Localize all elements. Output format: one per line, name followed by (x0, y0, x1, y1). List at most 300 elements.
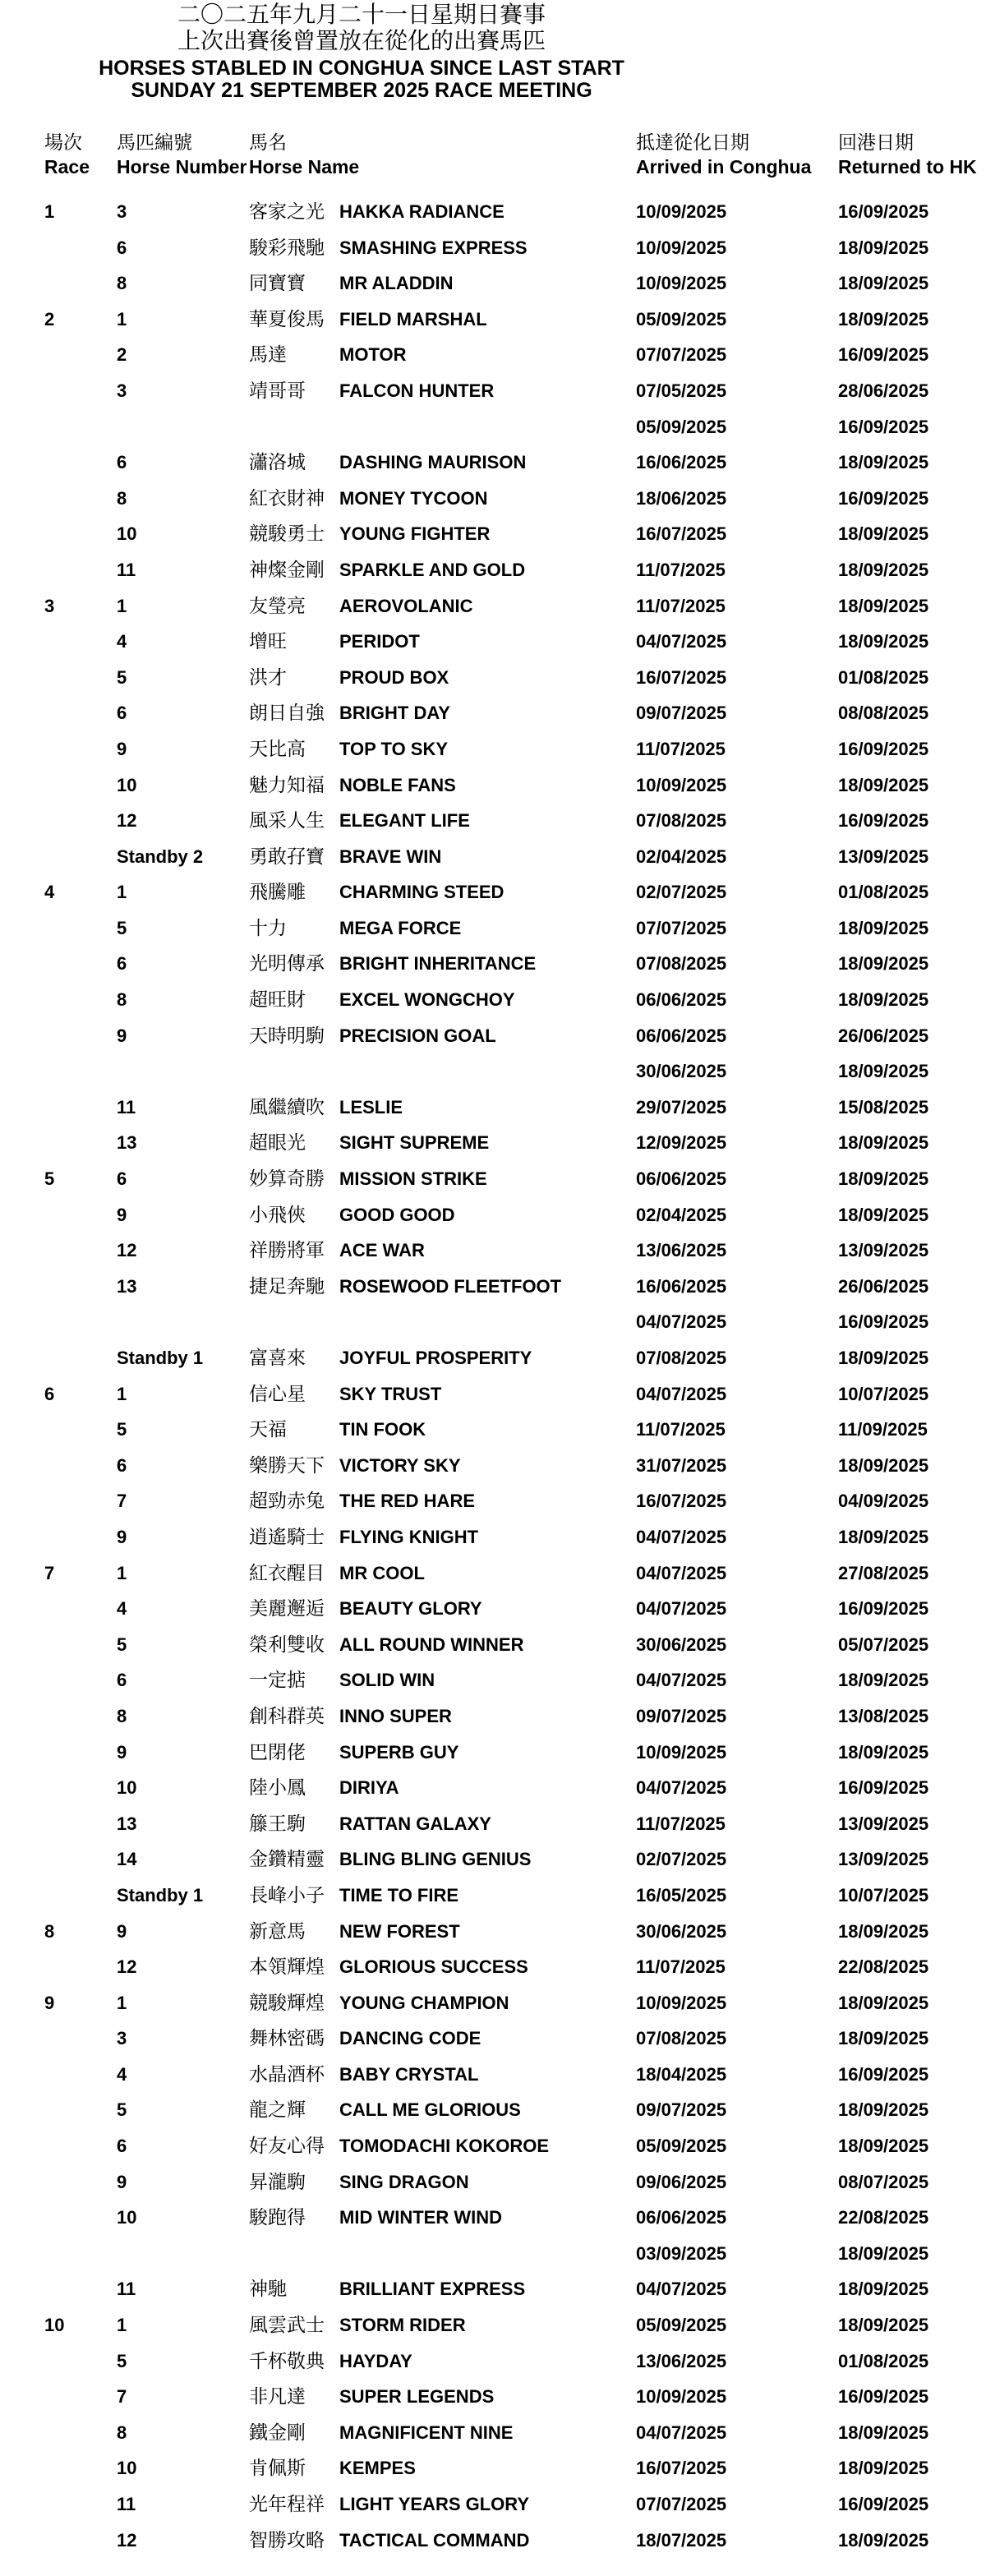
horse-number-cell: 10 (117, 774, 137, 795)
horse-number-cell: 5 (117, 666, 127, 688)
horse-name-zh-cell: 增旺 (249, 631, 287, 653)
returned-date-cell: 16/09/2025 (838, 201, 929, 222)
horse-name-zh-cell: 風雲武士 (249, 2315, 325, 2337)
arrived-date-cell: 11/07/2025 (636, 1813, 726, 1834)
table-row (0, 1634, 986, 1670)
returned-date-cell: 16/09/2025 (838, 810, 929, 832)
arrived-date-cell: 10/09/2025 (636, 237, 727, 258)
horse-number-cell: 7 (117, 1491, 127, 1512)
table-row (0, 1669, 986, 1705)
horse-name-zh-cell: 超眼光 (249, 1132, 306, 1154)
horse-number-cell: 12 (117, 2529, 137, 2551)
horse-name-zh-cell: 瀟洛城 (249, 452, 306, 474)
returned-date-cell: 18/09/2025 (838, 2458, 929, 2479)
arrived-date-cell: 04/07/2025 (636, 1562, 727, 1583)
horse-name-zh-cell: 榮利雙收 (249, 1634, 325, 1656)
table-row (0, 487, 986, 523)
horse-name-en-cell: PROUD BOX (339, 666, 449, 688)
returned-date-cell: 18/09/2025 (838, 1204, 929, 1225)
returned-date-cell: 18/09/2025 (838, 595, 929, 616)
table-row (0, 595, 986, 631)
returned-date-cell: 18/09/2025 (838, 1132, 929, 1154)
table-row (0, 1884, 986, 1920)
arrived-date-cell: 02/07/2025 (636, 1849, 727, 1870)
table-row (0, 1741, 986, 1777)
horse-number-cell: 1 (117, 1992, 127, 2013)
table-row (0, 1490, 986, 1526)
horse-name-zh-cell: 信心星 (249, 1383, 306, 1405)
horse-name-zh-cell: 昇瀧駒 (249, 2171, 306, 2193)
arrived-date-cell: 10/09/2025 (636, 1992, 727, 2013)
arrived-date-cell: 18/06/2025 (636, 487, 727, 509)
returned-date-cell: 18/09/2025 (838, 1920, 929, 1942)
arrived-date-cell: 04/07/2025 (636, 631, 727, 652)
horse-name-en-cell: BRILLIANT EXPRESS (339, 2279, 526, 2300)
table-row (0, 523, 986, 559)
returned-date-cell: 18/09/2025 (838, 1670, 929, 1691)
returned-date-cell: 22/08/2025 (838, 1956, 929, 1978)
horse-name-zh-cell: 千杯敬典 (249, 2350, 325, 2372)
race-cell: 3 (44, 595, 55, 616)
returned-date-cell: 04/09/2025 (838, 1491, 929, 1512)
horse-name-zh-cell: 巴閉佬 (249, 1741, 306, 1763)
table-row (0, 846, 986, 882)
horse-name-zh-cell: 美麗邂逅 (249, 1598, 325, 1620)
horse-number-cell: 11 (117, 2494, 136, 2514)
returned-date-cell: 16/09/2025 (838, 487, 929, 509)
table-row (0, 1813, 986, 1849)
horse-name-en-cell: EXCEL WONGCHOY (339, 989, 515, 1011)
horse-number-cell: 4 (117, 2063, 127, 2085)
page-title (0, 0, 723, 102)
table-row (0, 2063, 986, 2099)
arrived-date-cell: 29/07/2025 (636, 1096, 727, 1117)
table-row (0, 2457, 986, 2493)
arrived-date-cell: 06/06/2025 (636, 1025, 727, 1046)
table-row (0, 1418, 986, 1454)
horse-name-en-cell: ELEGANT LIFE (339, 810, 470, 832)
returned-date-cell: 26/06/2025 (838, 1275, 929, 1297)
horse-name-zh-cell: 金鑽精靈 (249, 1849, 325, 1871)
horse-number-cell: 6 (117, 1454, 127, 1476)
returned-date-cell: 18/09/2025 (838, 308, 929, 329)
horse-name-zh-cell: 妙算奇勝 (249, 1168, 325, 1191)
horse-number-cell: 9 (117, 1526, 127, 1547)
horse-name-en-cell: FLYING KNIGHT (339, 1526, 479, 1547)
horse-name-zh-cell: 勇敢孖寶 (249, 846, 325, 868)
horse-name-en-cell: THE RED HARE (339, 1491, 476, 1512)
table-row (0, 1454, 986, 1491)
arrived-date-cell: 05/09/2025 (636, 308, 727, 329)
table-row (0, 2099, 986, 2135)
horse-number-cell: 14 (117, 1849, 137, 1870)
arrived-date-cell: 06/06/2025 (636, 1168, 727, 1190)
arrived-date-cell: 04/07/2025 (636, 1598, 727, 1620)
horse-name-en-cell: HAKKA RADIANCE (339, 201, 505, 222)
arrived-date-cell: 30/06/2025 (636, 1920, 727, 1942)
arrived-date-cell: 07/08/2025 (636, 810, 727, 832)
arrived-date-cell: 11/07/2025 (636, 595, 726, 616)
horse-name-zh-cell: 陸小鳳 (249, 1777, 306, 1800)
table-row (0, 881, 986, 917)
returned-date-cell: 18/09/2025 (838, 237, 929, 258)
horse-name-en-cell: HAYDAY (339, 2350, 412, 2371)
horse-number-cell: 1 (117, 595, 127, 616)
returned-date-cell: 16/09/2025 (838, 738, 929, 759)
race-cell: 1 (44, 201, 55, 222)
horse-number-cell: 10 (117, 2207, 137, 2228)
horse-name-en-cell: SKY TRUST (339, 1383, 442, 1404)
horse-name-zh-cell: 好友心得 (249, 2136, 325, 2158)
horse-name-zh-cell: 捷足奔馳 (249, 1275, 325, 1297)
horse-name-en-cell: MID WINTER WIND (339, 2207, 502, 2228)
horse-name-zh-cell: 競駿輝煌 (249, 1992, 325, 2014)
table-row (0, 1131, 986, 1168)
horse-number-cell: 13 (117, 1813, 137, 1834)
horse-name-zh-cell: 水晶酒杯 (249, 2063, 325, 2085)
race-cell: 10 (44, 2315, 65, 2336)
horse-name-zh-cell: 紅衣醒目 (249, 1562, 325, 1584)
horse-number-cell: 6 (117, 2136, 127, 2157)
horse-number-cell: 6 (117, 703, 127, 724)
arrived-date-cell: 11/07/2025 (636, 1419, 726, 1440)
table-row (0, 1168, 986, 1204)
horse-number-cell: 3 (117, 201, 127, 222)
returned-date-cell: 18/09/2025 (838, 2315, 929, 2336)
arrived-date-cell: 10/09/2025 (636, 774, 727, 795)
returned-date-cell: 18/09/2025 (838, 2242, 929, 2264)
returned-date-cell: 28/06/2025 (838, 380, 929, 401)
arrived-date-cell: 31/07/2025 (636, 1454, 727, 1476)
returned-date-cell: 18/09/2025 (838, 2028, 929, 2049)
returned-date-cell: 18/09/2025 (838, 523, 929, 545)
table-row (0, 1705, 986, 1741)
horse-number-cell: 5 (117, 2099, 127, 2121)
horse-name-zh-cell: 飛騰雕 (249, 882, 306, 904)
horse-number-cell: 1 (117, 882, 127, 903)
table-row (0, 559, 986, 595)
arrived-date-cell: 16/06/2025 (636, 1275, 727, 1297)
returned-date-cell: 01/08/2025 (838, 666, 929, 688)
arrived-date-cell: 09/06/2025 (636, 2171, 727, 2192)
table-row (0, 416, 986, 452)
horse-number-cell: 3 (117, 380, 127, 401)
horse-number-cell: 10 (117, 1777, 137, 1799)
arrived-date-cell: 07/08/2025 (636, 2028, 727, 2049)
horse-name-zh-cell: 光年程祥 (249, 2494, 325, 2515)
horse-name-zh-cell: 一定掂 (249, 1670, 306, 1692)
returned-date-cell: 08/07/2025 (838, 2171, 929, 2192)
returned-date-cell: 16/09/2025 (838, 2386, 929, 2408)
horse-number-cell: 6 (117, 237, 127, 258)
returned-date-cell: 16/09/2025 (838, 2063, 929, 2085)
horse-name-zh-cell: 神馳 (249, 2279, 287, 2301)
horse-name-en-cell: GOOD GOOD (339, 1204, 455, 1225)
horse-number-cell: 6 (117, 953, 127, 975)
horse-name-zh-cell: 駿彩飛馳 (249, 237, 325, 259)
returned-date-cell: 08/08/2025 (838, 703, 929, 724)
horse-number-cell: 13 (117, 1132, 137, 1154)
horse-name-en-cell: RATTAN GALAXY (339, 1813, 491, 1834)
arrived-date-cell: 04/07/2025 (636, 1311, 727, 1333)
horse-name-zh-cell: 本領輝煌 (249, 1956, 325, 1979)
returned-date-cell: 05/07/2025 (838, 1634, 929, 1655)
returned-date-cell: 18/09/2025 (838, 1992, 929, 2013)
horse-number-cell: 1 (117, 1383, 127, 1404)
horse-name-en-cell: BRIGHT INHERITANCE (339, 953, 537, 975)
returned-date-cell: 13/09/2025 (838, 846, 929, 867)
returned-date-cell: 18/09/2025 (838, 917, 929, 938)
horse-name-zh-cell: 十力 (249, 917, 287, 939)
horse-name-zh-cell: 同寶寶 (249, 273, 306, 295)
horse-name-zh-cell: 超勁赤兔 (249, 1491, 325, 1513)
arrived-date-cell: 04/07/2025 (636, 2279, 727, 2300)
horse-name-zh-cell: 光明傳承 (249, 953, 325, 975)
table-row (0, 2027, 986, 2063)
horse-name-zh-cell: 風繼續吹 (249, 1096, 325, 1118)
horse-name-en-cell: TIN FOOK (339, 1419, 426, 1440)
arrived-date-cell: 02/07/2025 (636, 882, 727, 903)
table-row (0, 774, 986, 810)
table-row (0, 1562, 986, 1598)
table-row (0, 200, 986, 237)
table-row (0, 1920, 986, 1956)
returned-date-cell: 18/09/2025 (838, 559, 929, 580)
horse-name-en-cell: BABY CRYSTAL (339, 2063, 479, 2085)
arrived-date-cell: 10/09/2025 (636, 201, 727, 222)
arrived-date-cell: 05/09/2025 (636, 2315, 727, 2336)
race-cell: 5 (44, 1168, 55, 1190)
horse-number-cell: 11 (117, 2279, 136, 2300)
returned-date-cell: 10/07/2025 (838, 1884, 929, 1906)
table-row (0, 2206, 986, 2242)
returned-date-cell: 18/09/2025 (838, 1454, 929, 1476)
horse-number-cell: 9 (117, 1204, 127, 1225)
table-row (0, 1383, 986, 1419)
returned-date-cell: 18/09/2025 (838, 2136, 929, 2157)
arrived-date-cell: 05/09/2025 (636, 2136, 727, 2157)
arrived-date-cell: 30/06/2025 (636, 1061, 727, 1082)
title-en-line2: SUNDAY 21 SEPTEMBER 2025 RACE MEETING (131, 79, 592, 102)
returned-date-cell: 16/09/2025 (838, 1311, 929, 1333)
returned-date-cell: 18/09/2025 (838, 2529, 929, 2551)
table-row (0, 666, 986, 703)
horse-name-en-cell: DANCING CODE (339, 2028, 481, 2049)
horse-name-en-cell: FALCON HUNTER (339, 380, 495, 401)
horse-name-en-cell: SING DRAGON (339, 2171, 469, 2192)
arrived-date-cell: 16/06/2025 (636, 452, 727, 473)
horse-name-zh-cell: 肯佩斯 (249, 2458, 306, 2480)
horse-name-zh-cell: 長峰小子 (249, 1884, 325, 1906)
returned-date-cell: 18/09/2025 (838, 1168, 929, 1190)
returned-date-cell: 18/09/2025 (838, 2422, 929, 2443)
horse-number-cell: 10 (117, 2458, 137, 2479)
returned-date-cell: 13/09/2025 (838, 1849, 929, 1870)
returned-date-cell: 16/09/2025 (838, 416, 929, 437)
horse-number-cell: 12 (117, 810, 137, 832)
table-row (0, 1311, 986, 1347)
horse-name-en-cell: YOUNG CHAMPION (339, 1992, 509, 2013)
horse-name-zh-cell: 天福 (249, 1419, 287, 1441)
horse-number-cell: 3 (117, 2028, 127, 2049)
table-row (0, 1096, 986, 1132)
horse-name-en-cell: TIME TO FIRE (339, 1884, 459, 1906)
horse-number-cell: 8 (117, 487, 127, 509)
returned-date-cell: 11/09/2025 (838, 1419, 928, 1440)
table-row (0, 1848, 986, 1884)
horse-name-zh-cell: 新意馬 (249, 1920, 306, 1942)
horse-number-cell: 5 (117, 1419, 127, 1440)
race-cell: 6 (44, 1383, 55, 1404)
table-row (0, 1992, 986, 2028)
horse-name-zh-cell: 非凡達 (249, 2386, 306, 2408)
horse-name-en-cell: ACE WAR (339, 1240, 425, 1261)
horse-name-en-cell: LIGHT YEARS GLORY (339, 2494, 530, 2514)
table-row (0, 809, 986, 846)
table-row (0, 952, 986, 988)
horse-name-zh-cell: 超旺財 (249, 989, 306, 1012)
table-row (0, 1597, 986, 1634)
returned-date-cell: 18/09/2025 (838, 989, 929, 1011)
returned-date-cell: 18/09/2025 (838, 273, 929, 294)
horse-number-cell: 9 (117, 1920, 127, 1942)
arrived-date-cell: 16/05/2025 (636, 1884, 727, 1906)
horse-number-cell: 11 (117, 1096, 136, 1117)
title-zh-line1: 二〇二五年九月二十一日星期日賽事 (177, 1, 546, 28)
arrived-date-cell: 04/07/2025 (636, 1383, 727, 1404)
returned-date-cell: 16/09/2025 (838, 344, 929, 366)
arrived-date-cell: 13/06/2025 (636, 1240, 727, 1261)
table-row (0, 2422, 986, 2458)
arrived-date-cell: 06/06/2025 (636, 989, 727, 1011)
horse-name-en-cell: VICTORY SKY (339, 1454, 461, 1476)
horse-number-cell: 8 (117, 1705, 127, 1726)
horse-name-en-cell: YOUNG FIGHTER (339, 523, 491, 545)
arrived-date-cell: 04/07/2025 (636, 1777, 727, 1799)
arrived-date-cell: 16/07/2025 (636, 523, 727, 545)
arrived-date-cell: 09/07/2025 (636, 1705, 727, 1726)
horse-number-cell: 6 (117, 452, 127, 473)
arrived-date-cell: 10/09/2025 (636, 2386, 727, 2408)
arrived-date-cell: 16/07/2025 (636, 1491, 727, 1512)
horse-number-cell: 12 (117, 1240, 137, 1261)
horse-number-cell: 9 (117, 738, 127, 759)
horse-name-en-cell: SUPER LEGENDS (339, 2386, 495, 2408)
arrived-date-cell: 07/08/2025 (636, 1348, 727, 1368)
horse-name-en-cell: SUPERB GUY (339, 1741, 459, 1763)
horse-name-zh-cell: 競駿勇士 (249, 523, 325, 546)
horse-name-en-cell: BRIGHT DAY (339, 703, 450, 724)
horse-name-zh-cell: 客家之光 (249, 201, 325, 223)
horse-number-cell: 5 (117, 2350, 127, 2371)
horse-name-en-cell: NEW FOREST (339, 1920, 460, 1942)
horse-name-zh-cell: 樂勝天下 (249, 1454, 325, 1477)
horse-name-zh-cell: 友瑩亮 (249, 595, 306, 617)
returned-date-cell: 18/09/2025 (838, 2099, 929, 2121)
table-row (0, 2385, 986, 2422)
horse-name-en-cell: CHARMING STEED (339, 882, 505, 903)
race-cell: 8 (44, 1920, 55, 1942)
arrived-date-cell: 09/07/2025 (636, 2099, 727, 2121)
returned-date-cell: 16/09/2025 (838, 1777, 929, 1799)
horse-number-cell: 8 (117, 989, 127, 1011)
table-row (0, 272, 986, 308)
returned-date-cell: 18/09/2025 (838, 953, 929, 975)
horse-name-zh-cell: 舞林密碼 (249, 2028, 325, 2050)
arrived-date-cell: 07/08/2025 (636, 953, 727, 975)
race-cell: 7 (44, 1562, 55, 1583)
returned-date-cell: 13/08/2025 (838, 1705, 929, 1726)
arrived-date-cell: 04/07/2025 (636, 1526, 727, 1547)
returned-date-cell: 16/09/2025 (838, 1598, 929, 1620)
arrived-date-cell: 07/07/2025 (636, 917, 727, 938)
horse-number-cell: 12 (117, 1956, 137, 1978)
horse-name-en-cell: AEROVOLANIC (339, 595, 473, 616)
horse-number-cell: 4 (117, 1598, 127, 1620)
header-horse-name-zh: 馬名 (249, 132, 287, 154)
horse-name-en-cell: ALL ROUND WINNER (339, 1634, 524, 1655)
header-arrived-zh: 抵達從化日期 (636, 132, 749, 154)
horse-name-en-cell: ROSEWOOD FLEETFOOT (339, 1275, 562, 1297)
arrived-date-cell: 30/06/2025 (636, 1634, 727, 1655)
returned-date-cell: 18/09/2025 (838, 774, 929, 795)
header-race-zh: 場次 (44, 132, 82, 154)
arrived-date-cell: 13/06/2025 (636, 2350, 727, 2371)
table-row (0, 988, 986, 1025)
returned-date-cell: 18/09/2025 (838, 631, 929, 652)
horse-name-en-cell: SIGHT SUPREME (339, 1132, 490, 1154)
table-row (0, 451, 986, 487)
horse-name-zh-cell: 紅衣財神 (249, 487, 325, 509)
horse-name-zh-cell: 洪才 (249, 666, 287, 689)
header-returned-zh: 回港日期 (838, 132, 914, 154)
horse-name-zh-cell: 富喜來 (249, 1348, 306, 1369)
horse-number-cell: 6 (117, 1168, 127, 1190)
horse-name-en-cell: MONEY TYCOON (339, 487, 488, 509)
horse-number-cell: Standby 1 (117, 1884, 204, 1906)
table-row (0, 1956, 986, 1992)
table-row (0, 2493, 986, 2529)
horse-name-en-cell: DASHING MAURISON (339, 452, 527, 473)
horse-number-cell: 1 (117, 2315, 127, 2336)
returned-date-cell: 16/09/2025 (838, 2494, 929, 2514)
horse-number-cell: 8 (117, 273, 127, 294)
arrived-date-cell: 18/07/2025 (636, 2529, 727, 2551)
horse-number-cell: 2 (117, 344, 127, 366)
horse-name-en-cell: KEMPES (339, 2458, 416, 2479)
horse-number-cell: 13 (117, 1275, 137, 1297)
returned-date-cell: 18/09/2025 (838, 1348, 929, 1368)
horse-name-en-cell: MISSION STRIKE (339, 1168, 487, 1190)
table-row (0, 2171, 986, 2207)
table-row (0, 2278, 986, 2314)
arrived-date-cell: 07/07/2025 (636, 2494, 727, 2514)
arrived-date-cell: 07/07/2025 (636, 344, 727, 366)
header-returned (838, 131, 977, 179)
horse-name-en-cell: BRAVE WIN (339, 846, 442, 867)
horse-name-zh-cell: 鐵金剛 (249, 2422, 306, 2444)
horse-name-en-cell: BEAUTY GLORY (339, 1598, 482, 1620)
table-row (0, 2135, 986, 2171)
table-row (0, 2242, 986, 2279)
horse-name-en-cell: SMASHING EXPRESS (339, 237, 528, 258)
horse-number-cell: 8 (117, 2422, 127, 2443)
horse-name-zh-cell: 華夏俊馬 (249, 308, 325, 330)
horse-name-zh-cell: 神燦金剛 (249, 559, 325, 581)
horse-name-zh-cell: 逍遙騎士 (249, 1526, 325, 1548)
arrived-date-cell: 11/07/2025 (636, 738, 726, 759)
arrived-date-cell: 12/09/2025 (636, 1132, 727, 1154)
